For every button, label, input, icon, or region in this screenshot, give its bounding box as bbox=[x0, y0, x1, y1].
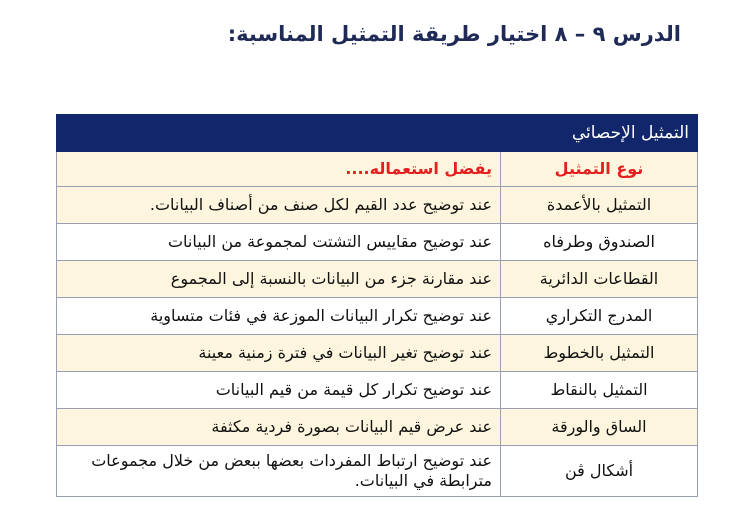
row-type: المدرج التكراري bbox=[501, 298, 698, 335]
representation-table bbox=[56, 114, 698, 497]
row-use: عند توضيح عدد القيم لكل صنف من أصناف البيانات. bbox=[57, 187, 501, 224]
page-title: الدرس ٩ – ٨ اختيار طريقة التمثيل المناسبة: bbox=[227, 22, 681, 46]
table-row bbox=[57, 224, 698, 261]
row-type: التمثيل بالأعمدة bbox=[501, 187, 698, 224]
representation-table-container bbox=[57, 114, 698, 497]
row-type: الساق والورقة bbox=[501, 409, 698, 446]
header-type: نوع التمثيل bbox=[501, 152, 698, 187]
table-row bbox=[57, 298, 698, 335]
table-header-row bbox=[57, 152, 698, 187]
table-row bbox=[57, 335, 698, 372]
row-use: عند توضيح تكرار البيانات الموزعة في فئات متساوية bbox=[57, 298, 501, 335]
table-banner: التمثيل الإحصائي bbox=[57, 115, 698, 152]
row-type: الصندوق وطرفاه bbox=[501, 224, 698, 261]
row-type: أشكال ڤن bbox=[501, 446, 698, 497]
row-type: التمثيل بالنقاط bbox=[501, 372, 698, 409]
table-row bbox=[57, 261, 698, 298]
row-use: عند توضيح تكرار كل قيمة من قيم البيانات bbox=[57, 372, 501, 409]
header-use: يفضل استعماله.... bbox=[57, 152, 501, 187]
row-use: عند توضيح مقاييس التشتت لمجموعة من البيانات bbox=[57, 224, 501, 261]
table-row bbox=[57, 372, 698, 409]
table-row bbox=[57, 187, 698, 224]
table-row bbox=[57, 409, 698, 446]
row-type: التمثيل بالخطوط bbox=[501, 335, 698, 372]
row-type: القطاعات الدائرية bbox=[501, 261, 698, 298]
row-use: عند عرض قيم البيانات بصورة فردية مكثفة bbox=[57, 409, 501, 446]
row-use: عند توضيح ارتباط المفردات بعضها ببعض من خلال مجموعات مترابطة في البيانات. bbox=[57, 446, 501, 497]
row-use: عند مقارنة جزء من البيانات بالنسبة إلى المجموع bbox=[57, 261, 501, 298]
row-use: عند توضيح تغير البيانات في فترة زمنية معينة bbox=[57, 335, 501, 372]
table-row bbox=[57, 446, 698, 497]
